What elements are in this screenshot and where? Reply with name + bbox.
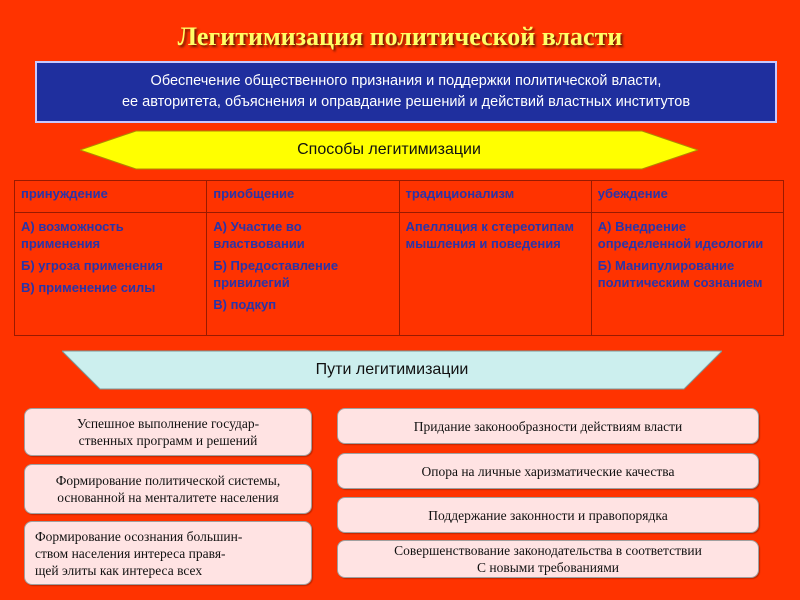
- method-cell-persuasion: [591, 213, 783, 336]
- method-item: А) Участие во властвовании: [213, 219, 305, 251]
- method-cell-involvement: [207, 213, 399, 336]
- method-header-persuasion: убеждение: [591, 181, 783, 213]
- methods-banner: [80, 130, 698, 170]
- ways-banner: [62, 350, 722, 390]
- method-item: Б) угроза применения: [21, 258, 163, 273]
- method-header-traditionalism: традиционализм: [399, 181, 591, 213]
- way-item-right: Совершенствование законодательства в соответствии С новыми требованиями: [337, 540, 759, 578]
- method-item: Апелляция к стереотипам мышления и поведения: [405, 219, 575, 251]
- way-item-right: Придание законообразности действиям власти: [337, 408, 759, 444]
- method-item: Б) Манипулирование политическим сознанием: [597, 258, 763, 290]
- ways-banner-label: Пути легитимизации: [315, 361, 469, 378]
- methods-header-row: [15, 181, 784, 213]
- method-item: В) подкуп: [213, 297, 277, 312]
- methods-items-row: [15, 213, 784, 336]
- methods-banner-label: Способы легитимизации: [297, 141, 481, 158]
- way-item-right: Опора на личные харизматические качества: [337, 453, 759, 489]
- way-item-right: Поддержание законности и правопорядка: [337, 497, 759, 533]
- page-title: Легитимизация политической власти: [177, 22, 623, 51]
- method-item: Б) Предоставление привилегий: [213, 258, 339, 290]
- method-item: А) возможность применения: [21, 219, 124, 251]
- method-item: А) Внедрение определенной идеологии: [597, 219, 764, 251]
- definition-box: [35, 61, 777, 123]
- method-item: В) применение силы: [21, 280, 156, 295]
- method-cell-coercion: [15, 213, 207, 336]
- way-item-left: Успешное выполнение государ- ственных программ и решений: [24, 408, 312, 456]
- way-item-left: Формирование осознания большин- ством населения интереса правя- щей элиты как интереса всех: [24, 521, 312, 585]
- method-header-involvement: приобщение: [207, 181, 399, 213]
- method-cell-traditionalism: [399, 213, 591, 336]
- definition-line-1: Обеспечение общественного признания и поддержки политической власти,: [150, 73, 662, 89]
- method-header-coercion: принуждение: [15, 181, 207, 213]
- definition-line-2: ее авторитета, объяснения и оправдание решений и действий властных институтов: [121, 94, 691, 110]
- way-item-left: Формирование политической системы, основанной на менталитете населения: [24, 464, 312, 514]
- methods-table: [14, 180, 784, 336]
